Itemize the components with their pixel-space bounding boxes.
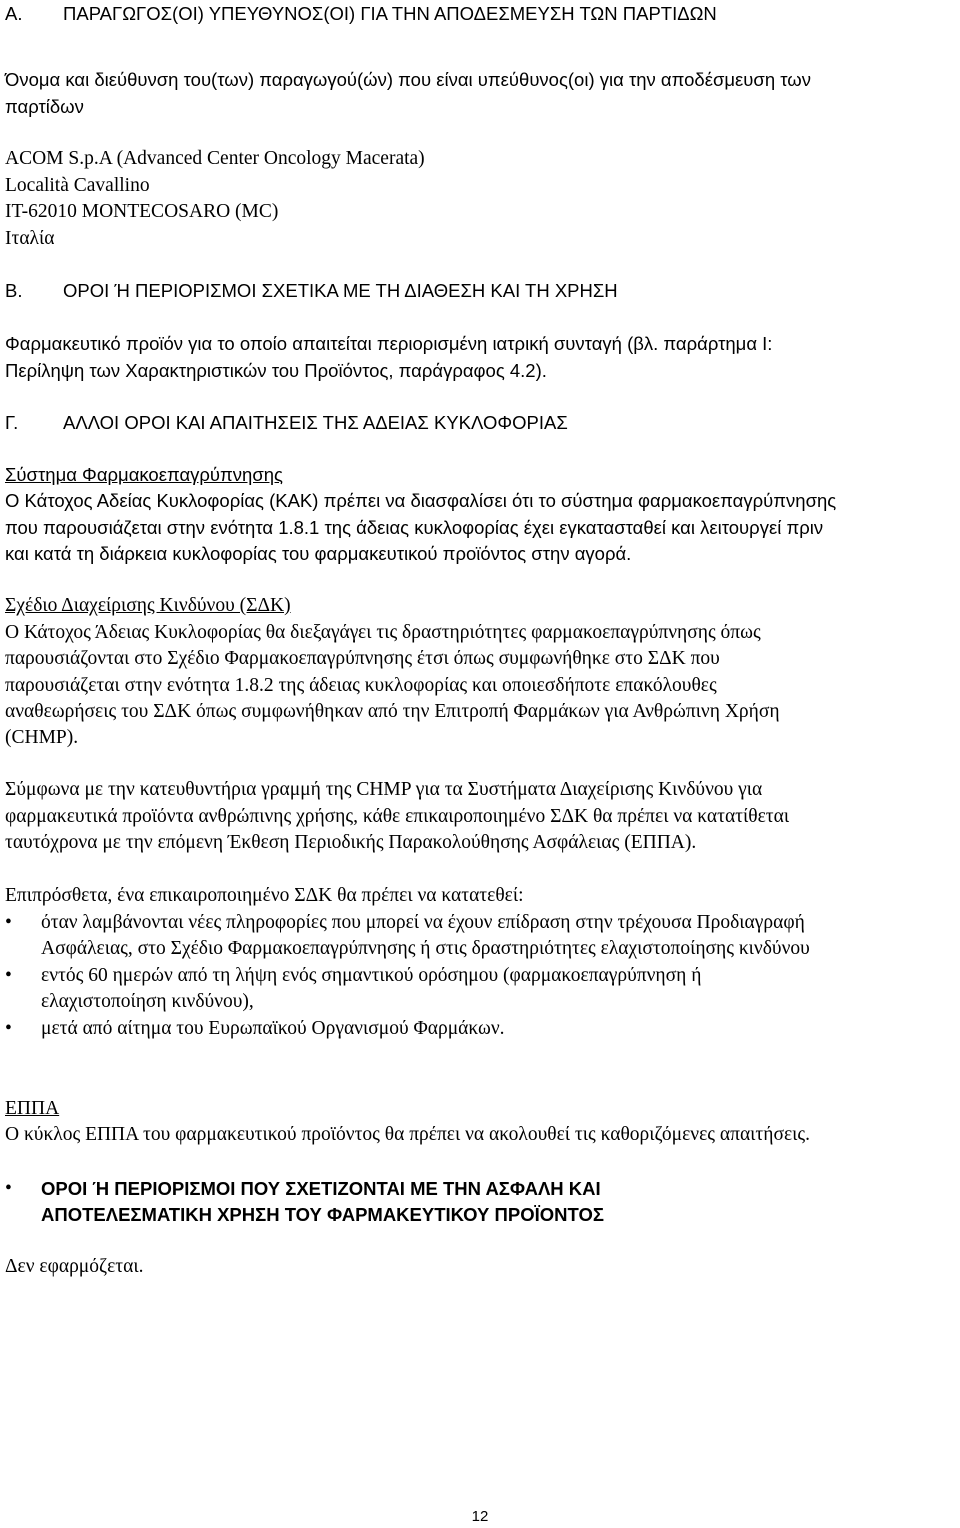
risk-management-plan-line-2: παρουσιάζονται στο Σχέδιο Φαρμακοεπαγρύπνησης έτσι όπως συμφωνήθηκε στο ΣΔΚ που	[5, 648, 720, 669]
section-a-intro-line-2: παρτίδων	[5, 96, 84, 117]
conditions-title-line-1: ΟΡΟΙ Ή ΠΕΡΙΟΡΙΣΜΟΙ ΠΟΥ ΣΧΕΤΙΖΟΝΤΑΙ ΜΕ ΤΗΝ ΑΣΦΑΛΗ ΚΑΙ	[41, 1178, 601, 1199]
bullet-item-2-line-2: ελαχιστοποίηση κινδύνου),	[41, 991, 254, 1012]
risk-management-plan-line-3: παρουσιάζεται στην ενότητα 1.8.2 της άδειας κυκλοφορίας και οποιεσδήποτε επακόλουθες	[5, 675, 717, 696]
bullet-item-2-line-1: εντός 60 ημερών από τη λήψη ενός σημαντικού ορόσημου (φαρμακοεπαγρύπνηση ή	[41, 965, 702, 986]
bullet-item-1-line-1: όταν λαμβάνονται νέες πληροφορίες που μπορεί να έχουν επίδραση στην τρέχουσα Προδιαγραφή	[41, 912, 805, 933]
chmp-guideline-line-3: ταυτόχρονα με την επόμενη Έκθεση Περιοδικής Παρακολούθησης Ασφάλειας (ΕΠΠΑ).	[5, 832, 697, 853]
section-b-label: B.	[5, 280, 23, 301]
manufacturer-country: Ιταλία	[5, 228, 55, 249]
chmp-guideline-line-2: φαρμακευτικά προϊόντα ανθρώπινης χρήσης, κάθε επικαιροποιημένο ΣΔΚ θα πρέπει να κατατίθεται	[5, 806, 790, 827]
not-applicable-text: Δεν εφαρμόζεται.	[5, 1256, 144, 1277]
pharmacovigilance-line-3: και κατά τη διάρκεια κυκλοφορίας του φαρμακευτικού προϊόντος στην αγορά.	[5, 543, 632, 564]
conditions-title-line-2: ΑΠΟΤΕΛΕΣΜΑΤΙΚΗ ΧΡΗΣΗ ΤΟΥ ΦΑΡΜΑΚΕΥΤΙΚΟΥ ΠΡΟΪΟΝΤΟΣ	[41, 1204, 604, 1225]
bullet-item-3-line-1: μετά από αίτημα του Ευρωπαϊκού Οργανισμού Φαρμάκων.	[41, 1018, 505, 1039]
section-c-heading	[5, 410, 568, 436]
section-b-text-line-2: Περίληψη των Χαρακτηριστικών του Προϊόντος, παράγραφος 4.2).	[5, 360, 547, 381]
pharmacovigilance-line-1: Ο Κάτοχος Αδείας Κυκλοφορίας (ΚΑΚ) πρέπει να διασφαλίσει ότι το σύστημα φαρμακοεπαγρύπνησης	[5, 490, 837, 511]
bullet-icon: •	[5, 965, 12, 986]
risk-management-plan-heading: Σχέδιο Διαχείρισης Κινδύνου (ΣΔΚ)	[5, 595, 291, 616]
manufacturer-city: IT-62010 MONTECOSARO (MC)	[5, 201, 279, 222]
pharmacovigilance-heading: Σύστημα Φαρμακοεπαγρύπνησης	[5, 464, 283, 485]
chmp-guideline-line-1: Σύμφωνα με την κατευθυντήρια γραμμή της CHMP για τα Συστήματα Διαχείρισης Κινδύνου για	[5, 779, 763, 800]
section-b-title: ΟΡΟΙ Ή ΠΕΡΙΟΡΙΣΜΟΙ ΣΧΕΤΙΚΑ ΜΕ ΤΗ ΔΙΑΘΕΣΗ ΚΑΙ ΤΗ ΧΡΗΣΗ	[63, 280, 618, 301]
manufacturer-locality: Località Cavallino	[5, 175, 150, 196]
risk-management-plan-line-4: αναθεωρήσεις του ΣΔΚ όπως συμφωνήθηκαν από την Επιτροπή Φαρμάκων για Ανθρώπινη Χρήση	[5, 701, 780, 722]
section-a-heading	[5, 1, 717, 27]
pharmacovigilance-line-2: που παρουσιάζεται στην ενότητα 1.8.1 της άδειας κυκλοφορίας έχει εγκατασταθεί και λειτουργεί πριν	[5, 517, 824, 538]
section-a-label: A.	[5, 3, 23, 24]
manufacturer-name: ACOM S.p.A (Advanced Center Oncology Macerata)	[5, 148, 425, 169]
bullet-icon: •	[5, 912, 12, 933]
section-c-title: ΑΛΛΟΙ ΟΡΟΙ ΚΑΙ ΑΠΑΙΤΗΣΕΙΣ ΤΗΣ ΑΔΕΙΑΣ ΚΥΚΛΟΦΟΡΙΑΣ	[63, 412, 568, 433]
psur-text: Ο κύκλος ΕΠΠΑ του φαρμακευτικού προϊόντος θα πρέπει να ακολουθεί τις καθοριζόμενες απαιτήσεις.	[5, 1124, 810, 1145]
bullet-icon: •	[5, 1018, 12, 1039]
additional-submission-intro: Επιπρόσθετα, ένα επικαιροποιημένο ΣΔΚ θα πρέπει να κατατεθεί:	[5, 885, 524, 906]
bullet-icon: •	[5, 1178, 12, 1199]
page-number: 12	[471, 1508, 489, 1525]
psur-heading: ΕΠΠΑ	[5, 1098, 60, 1119]
section-a-intro-line-1: Όνομα και διεύθυνση του(των) παραγωγού(ών) που είναι υπεύθυνος(οι) για την αποδέσμευση των	[5, 69, 811, 90]
bullet-item-1-line-2: Ασφάλειας, στο Σχέδιο Φαρμακοεπαγρύπνησης ή στις δραστηριότητες ελαχιστοποίησης κινδύνου	[41, 938, 810, 959]
risk-management-plan-line-5: (CHMP).	[5, 727, 79, 748]
section-b-text-line-1: Φαρμακευτικό προϊόν για το οποίο απαιτείται περιορισμένη ιατρική συνταγή (βλ. παράρτημα I:	[5, 333, 773, 354]
section-c-label: Γ.	[5, 412, 19, 433]
risk-management-plan-line-1: Ο Κάτοχος Άδειας Κυκλοφορίας θα διεξαγάγει τις δραστηριότητες φαρμακοεπαγρύπνησης όπως	[5, 622, 761, 643]
section-b-heading	[5, 278, 618, 304]
section-a-title: ΠΑΡΑΓΩΓΟΣ(ΟΙ) ΥΠΕΥΘΥΝΟΣ(ΟΙ) ΓΙΑ ΤΗΝ ΑΠΟΔΕΣΜΕΥΣΗ ΤΩΝ ΠΑΡΤΙΔΩΝ	[63, 3, 717, 24]
